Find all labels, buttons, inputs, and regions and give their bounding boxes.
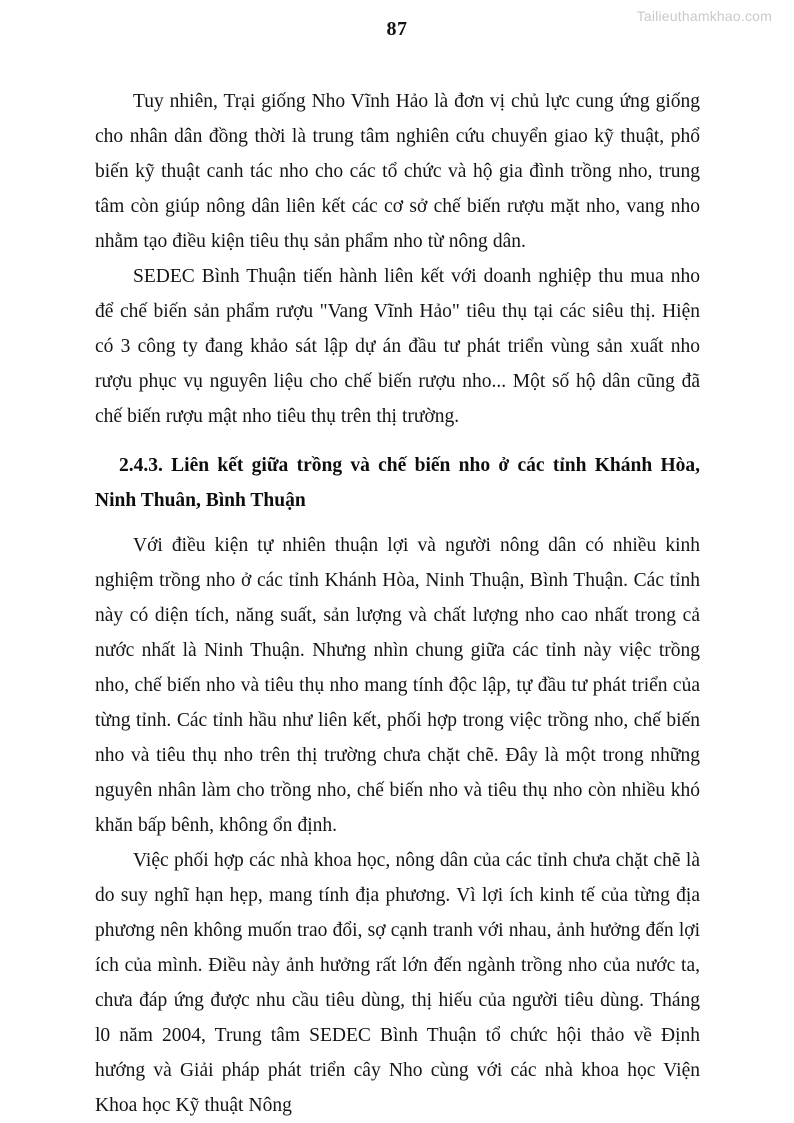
body-paragraph-2: SEDEC Bình Thuận tiến hành liên kết với doanh nghiệp thu mua nho để chế biến sản phẩm rượu "Vang Vĩnh Hảo" tiêu thụ tại các siêu thị. Hiện có 3 công ty đang khảo sát lập dự án đầu tư phát triển vùng sản xuất nho rượu phục vụ nguyên liệu cho chế biến rượu nho... Một số hộ dân cũng đã chế biến rượu mật nho tiêu thụ trên thị trường. [95,266,700,427]
body-paragraph-4: Việc phối hợp các nhà khoa học, nông dân của các tỉnh chưa chặt chẽ là do suy nghĩ hạn hẹp, mang tính địa phương. Vì lợi ích kinh tế của từng địa phương nên không muốn trao đổi, sợ cạnh tranh với nhau, ảnh hưởng đến lợi ích của mình. Điều này ảnh hưởng rất lớn đến ngành trồng nho của nước ta, chưa đáp ứng được nhu cầu tiêu dùng, thị hiếu của người tiêu dùng. Tháng l0 năm 2004, Trung tâm SEDEC Bình Thuận tổ chức hội thảo về Định hướng và Giải pháp phát triển cây Nho cùng với các nhà khoa học Viện Khoa học Kỹ thuật Nông [95,850,700,1116]
section-heading-2-4-3: 2.4.3. Liên kết giữa trồng và chế biến nho ở các tỉnh Khánh Hòa, Ninh Thuân, Bình Thuận [95,455,700,511]
body-paragraph-1: Tuy nhiên, Trại giống Nho Vĩnh Hảo là đơn vị chủ lực cung ứng giống cho nhân dân đồng thời là trung tâm nghiên cứu chuyển giao kỹ thuật, phổ biến kỹ thuật canh tác nho cho các tổ chức và hộ gia đình trồng nho, trung tâm còn giúp nông dân liên kết các cơ sở chế biến rượu mặt nho, vang nho nhằm tạo điều kiện tiêu thụ sản phẩm nho từ nông dân. [95,91,700,252]
page-number: 87 [386,18,408,40]
page-body [95,84,700,1123]
body-paragraph-3: Với điều kiện tự nhiên thuận lợi và người nông dân có nhiều kinh nghiệm trồng nho ở các tỉnh Khánh Hòa, Ninh Thuận, Bình Thuận. Các tỉnh này có diện tích, năng suất, sản lượng và chất lượng nho cao nhất trong cả nước nhất là Ninh Thuận. Nhưng nhìn chung giữa các tỉnh này việc trồng nho, chế biến nho và tiêu thụ nho mang tính độc lập, tự đầu tư phát triển của từng tỉnh. Các tỉnh hầu như liên kết, phối hợp trong việc trồng nho, chế biến nho và tiêu thụ nho trên thị trường chưa chặt chẽ. Đây là một trong những nguyên nhân làm cho trồng nho, chế biến nho và tiêu thụ nho còn nhiều khó khăn bấp bênh, không ổn định. [95,535,700,836]
watermark-label: Tailieuthamkhao.com [636,8,772,24]
